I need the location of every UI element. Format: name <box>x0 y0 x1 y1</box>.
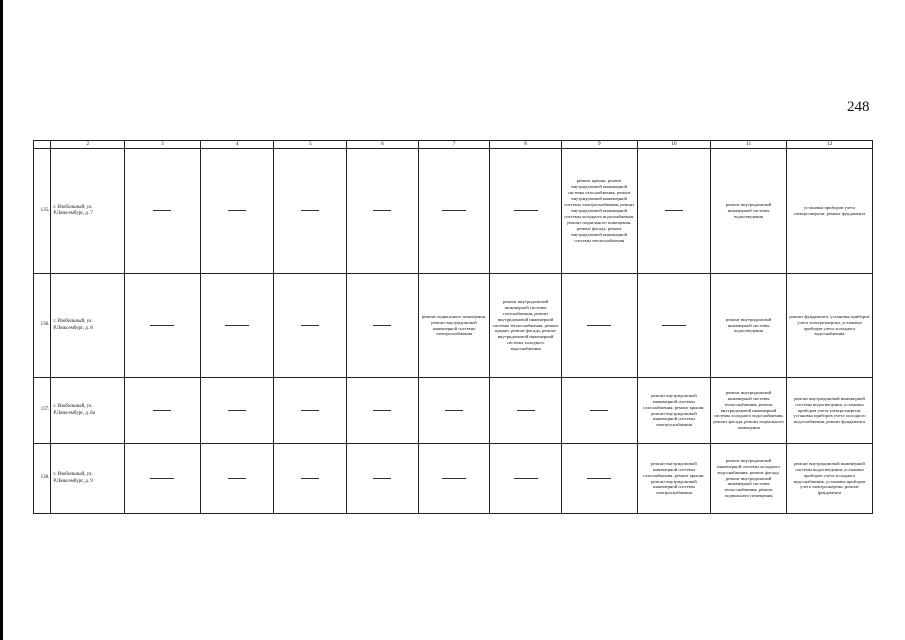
dash-mark <box>514 210 538 211</box>
dash-mark <box>514 478 538 479</box>
dash-mark <box>150 478 174 479</box>
dash-mark <box>228 478 246 479</box>
work-cell: ремонт внутридомовой инженерной системы холодного водоснабжения, ремонт фасада, ремонт внутридомовой инженерной системы теплоснабжения, ремонт подвального помещения <box>711 444 787 514</box>
dash-mark <box>373 325 391 326</box>
header-cell: 9 <box>561 141 637 149</box>
dash-mark <box>301 325 319 326</box>
empty-cell <box>490 444 562 514</box>
header-cell: 2 <box>51 141 125 149</box>
repair-schedule-table <box>33 140 873 514</box>
empty-cell <box>418 444 490 514</box>
empty-cell <box>200 378 274 444</box>
empty-cell <box>637 274 711 378</box>
header-cell: 8 <box>490 141 562 149</box>
dash-mark <box>225 325 249 326</box>
work-cell: ремонт внутридомовой инженерной системы водоотведения <box>711 149 787 274</box>
dash-mark <box>228 410 246 411</box>
row-number: 136. <box>34 274 51 378</box>
row-number: 135. <box>34 149 51 274</box>
empty-cell <box>274 274 347 378</box>
dash-mark <box>301 478 319 479</box>
dash-mark <box>373 210 391 211</box>
empty-cell <box>200 274 274 378</box>
dash-mark <box>301 210 319 211</box>
work-cell: ремонт внутридомовой инженерной системы газоснабжения, ремонт крыши, ремонт внутридомовой инженерной системы электроснабжения <box>637 444 711 514</box>
empty-cell <box>125 274 201 378</box>
header-cell: 4 <box>200 141 274 149</box>
work-cell: ремонт внутридомовой инженерной системы газоснабжения, ремонт внутридомовой инженерной системы теплоснабжения, ремонт крыши, ремонт фасада, ремонт внутридомовой инженерной системы холодного водоснабжения <box>490 274 562 378</box>
work-cell: ремонт фундамента, установка приборов учета электроэнергии, установка приборов учета холодного водоснабжения <box>786 274 872 378</box>
page-number: 248 <box>847 99 870 115</box>
empty-cell <box>637 149 711 274</box>
dash-mark <box>373 410 391 411</box>
dash-mark <box>662 325 686 326</box>
dash-mark <box>301 410 319 411</box>
empty-cell <box>418 378 490 444</box>
header-cell: 7 <box>418 141 490 149</box>
header-cell: 10 <box>637 141 711 149</box>
empty-cell <box>418 149 490 274</box>
empty-cell <box>200 444 274 514</box>
empty-cell <box>274 378 347 444</box>
dash-mark <box>373 478 391 479</box>
empty-cell <box>347 149 419 274</box>
empty-cell <box>561 274 637 378</box>
dash-mark <box>228 210 246 211</box>
table-row <box>34 444 873 514</box>
empty-cell <box>125 149 201 274</box>
dash-mark <box>153 210 171 211</box>
empty-cell <box>347 378 419 444</box>
dash-mark <box>665 210 683 211</box>
work-cell: ремонт крыши, ремонт внутридомовой инженерной системы газоснабжения, ремонт внутридомовой инженерной системы электроснабжения, ремонт внутридомовой инженерной системы холодного водоснабжения, ремонт подвального помещения, ремонт фасада, ремонт внутридомовой инженерной системы теплоснабжения <box>561 149 637 274</box>
work-cell: ремонт подвального помещения, ремонт внутридомовой инженерной системы электроснабжения <box>418 274 490 378</box>
work-cell: ремонт внутридомовой инженерной системы газоснабжения, ремонт крыши, ремонт внутридомовой инженерной системы электроснабжения <box>637 378 711 444</box>
header-cell: 12 <box>786 141 872 149</box>
table-row <box>34 378 873 444</box>
table-header-row <box>34 141 873 149</box>
row-address: г. Изобильный, ул. Р.Люксембург, д. 9 <box>51 444 125 514</box>
dash-mark <box>517 410 535 411</box>
row-address: г. Изобильный, ул. Р.Люксембург, д. 8а <box>51 378 125 444</box>
empty-cell <box>125 378 201 444</box>
header-cell: 11 <box>711 141 787 149</box>
row-number: 137. <box>34 378 51 444</box>
dash-mark <box>442 478 466 479</box>
empty-cell <box>561 444 637 514</box>
empty-cell <box>490 378 562 444</box>
row-address: г. Изобильный, ул. Р.Люксембург, д. 8 <box>51 274 125 378</box>
left-margin-rule <box>0 0 3 640</box>
empty-cell <box>490 149 562 274</box>
empty-cell <box>125 444 201 514</box>
dash-mark <box>587 478 611 479</box>
work-cell: установка приборов учета электроэнергии, ремонт фундамента <box>786 149 872 274</box>
dash-mark <box>590 410 608 411</box>
work-cell: ремонт внутридомовой инженерной системы водоотведения, установка приборов учета электроэнергии, установка приборов учета холодного водоснабжения, ремонт фундамента <box>786 378 872 444</box>
dash-mark <box>153 410 171 411</box>
dash-mark <box>150 325 174 326</box>
header-cell: 3 <box>125 141 201 149</box>
empty-cell <box>347 444 419 514</box>
work-cell: ремонт внутридомовой инженерной системы водоотведения, установка приборов учета холодного водоснабжения, установка приборов учета электроэнергии, ремонт фундамента <box>786 444 872 514</box>
dash-mark <box>587 325 611 326</box>
dash-mark <box>442 210 466 211</box>
table-row <box>34 149 873 274</box>
header-cell: 6 <box>347 141 419 149</box>
empty-cell <box>274 149 347 274</box>
header-cell: 5 <box>274 141 347 149</box>
work-cell: ремонт внутридомовой инженерной системы теплоснабжения, ремонт внутридомовой инженерной системы холодного водоснабжения, ремонт фасада, ремонт подвального помещения <box>711 378 787 444</box>
work-cell: ремонт внутридомовой инженерной системы водоотведения <box>711 274 787 378</box>
header-cell-blank <box>34 141 51 149</box>
empty-cell <box>347 274 419 378</box>
empty-cell <box>274 444 347 514</box>
dash-mark <box>445 410 463 411</box>
row-number: 138. <box>34 444 51 514</box>
empty-cell <box>561 378 637 444</box>
empty-cell <box>200 149 274 274</box>
row-address: г. Изобильный, ул. Р.Люксембург, д. 7 <box>51 149 125 274</box>
table-row <box>34 274 873 378</box>
